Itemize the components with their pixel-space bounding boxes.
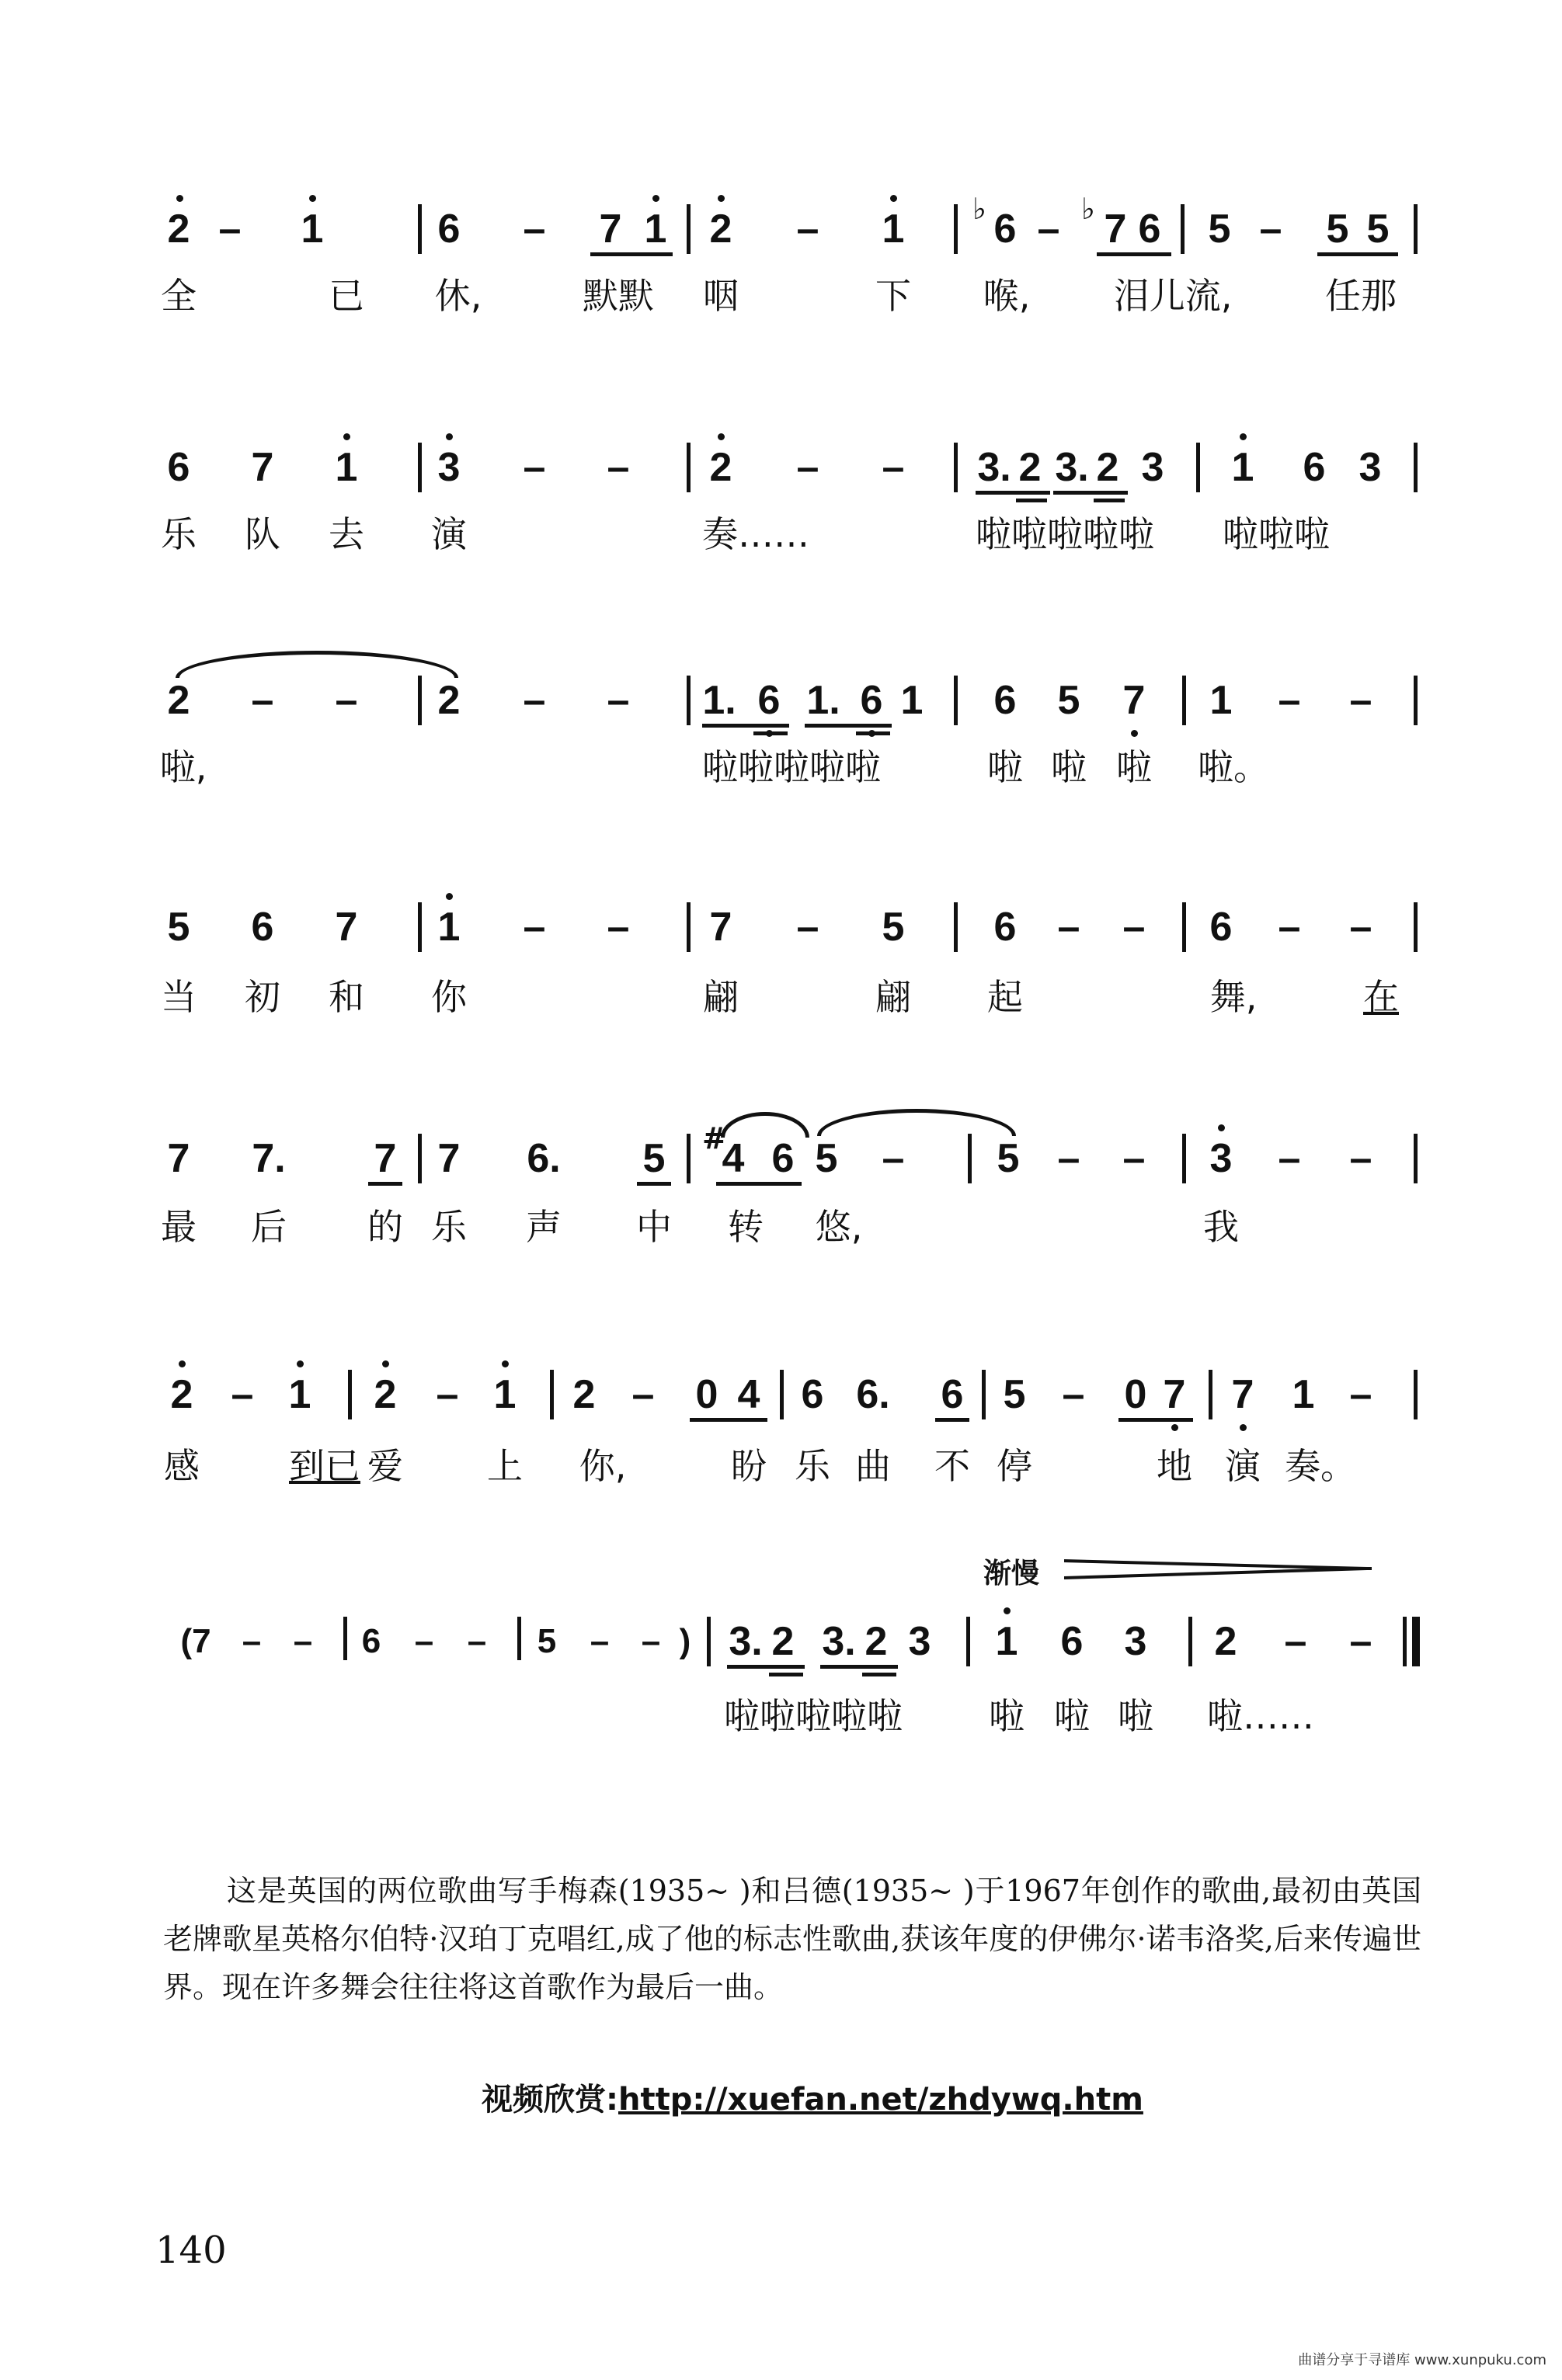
lyric: 啦…… — [1207, 1695, 1314, 1737]
barline — [687, 676, 691, 725]
note: 7. — [252, 1136, 286, 1181]
lyric: 起 — [987, 976, 1023, 1018]
lyric: 泪儿流, — [1113, 275, 1233, 317]
note: – — [218, 207, 242, 252]
note: 6 — [801, 1372, 824, 1417]
note: 1 — [493, 1372, 517, 1417]
note: – — [1062, 1372, 1085, 1417]
lyric: 初 — [245, 976, 280, 1018]
flat-sign: ♭ — [1081, 192, 1095, 226]
barline — [966, 1617, 970, 1666]
note: 6 — [757, 678, 781, 723]
octave-dot — [890, 195, 897, 202]
note: – — [882, 1136, 905, 1181]
lyric: 啦。 — [1198, 746, 1269, 788]
note: – — [607, 905, 630, 950]
note: – — [1284, 1619, 1307, 1664]
note: – — [607, 678, 630, 723]
note: 4 — [737, 1372, 760, 1417]
note: – — [1278, 905, 1301, 950]
note: 1 — [900, 678, 924, 723]
note: – — [523, 678, 546, 723]
note: 6 — [1060, 1619, 1084, 1664]
note: 7 — [251, 445, 274, 490]
note: – — [1057, 1136, 1080, 1181]
octave-dot — [502, 1360, 509, 1367]
octave-dot — [382, 1360, 389, 1367]
lyric: 上 — [487, 1445, 523, 1487]
note: 3 — [1124, 1619, 1147, 1664]
octave-dot — [1240, 1424, 1247, 1431]
barline — [954, 204, 958, 254]
lyric: 咽 — [703, 275, 739, 317]
note: 0 — [695, 1372, 718, 1417]
lyric: 啦 — [1116, 746, 1152, 788]
barline — [707, 1617, 711, 1666]
page-number: 140 — [155, 2229, 227, 2272]
eighth-underline — [590, 252, 673, 256]
note: 2 — [1096, 445, 1119, 490]
eighth-underline — [820, 1665, 898, 1669]
lyric: 乐 — [161, 513, 197, 555]
barline — [687, 902, 691, 952]
note: 6 — [1138, 207, 1161, 252]
lyric: 啦 — [1054, 1695, 1090, 1737]
note: 5 — [1003, 1372, 1026, 1417]
note: – — [251, 678, 274, 723]
final-barline-thin — [1403, 1617, 1407, 1666]
note: 3. — [729, 1619, 763, 1664]
lyric: 停 — [997, 1445, 1032, 1487]
note: – — [1349, 1136, 1372, 1181]
note: 6 — [1303, 445, 1326, 490]
lyric: 队 — [245, 513, 280, 555]
lyric: 曲 — [855, 1445, 891, 1487]
barline — [1414, 902, 1418, 952]
note: 7 — [1163, 1372, 1186, 1417]
lyric: 奏。 — [1285, 1445, 1356, 1487]
note: 7 — [599, 207, 622, 252]
note: 7 — [374, 1136, 397, 1181]
note: – — [1349, 1372, 1372, 1417]
barline — [343, 1617, 347, 1660]
note: – — [523, 445, 546, 490]
lyric: 啦 — [1118, 1695, 1153, 1737]
lyric: 盼 — [731, 1445, 767, 1487]
lyric: 休, — [434, 275, 482, 317]
barline — [418, 902, 422, 952]
lyric: 任那 — [1325, 275, 1397, 317]
note: 2 — [864, 1619, 888, 1664]
lyric: 在 — [1363, 976, 1399, 1018]
barline — [1182, 676, 1186, 725]
lyric: 乐 — [431, 1206, 467, 1248]
note: – — [1259, 207, 1282, 252]
eighth-underline — [702, 724, 789, 728]
note: 7 — [335, 905, 358, 950]
barline — [954, 902, 958, 952]
lyric: 中 — [636, 1206, 672, 1248]
note: 2 — [709, 207, 732, 252]
lyric: 翩 — [703, 976, 739, 1018]
note: ) — [679, 1622, 691, 1660]
note: – — [1349, 1619, 1372, 1664]
lyric: 啦 — [989, 1695, 1025, 1737]
barline — [1181, 204, 1185, 254]
lyric: 不 — [934, 1445, 970, 1487]
note: 3 — [1358, 445, 1382, 490]
eighth-underline — [368, 1182, 402, 1186]
note: 2 — [374, 1372, 397, 1417]
video-label: 视频欣赏: — [482, 2082, 618, 2118]
eighth-underline — [690, 1418, 767, 1422]
description-paragraph — [163, 1867, 1421, 2011]
eighth-underline — [935, 1418, 969, 1422]
barline — [1182, 902, 1186, 952]
lyric: 你 — [431, 976, 467, 1018]
note: – — [590, 1622, 610, 1660]
note: 5 — [642, 1136, 666, 1181]
note: – — [1122, 905, 1146, 950]
lyric: 演 — [1225, 1445, 1261, 1487]
lyric: 最 — [161, 1206, 197, 1248]
barline — [968, 1134, 972, 1183]
note: (7 — [180, 1622, 211, 1660]
note: 0 — [1124, 1372, 1147, 1417]
note: 5 — [537, 1622, 557, 1660]
lyric: 到已 — [289, 1445, 360, 1487]
octave-dot — [1240, 433, 1247, 440]
lyric: 演 — [431, 513, 467, 555]
lyric: 啦啦啦啦啦 — [724, 1695, 903, 1737]
note: 1 — [301, 207, 324, 252]
octave-dot — [718, 433, 725, 440]
note: 1. — [702, 678, 736, 723]
lyric: 喉, — [983, 275, 1031, 317]
note: – — [1349, 678, 1372, 723]
barline — [982, 1370, 986, 1419]
note: 2 — [709, 445, 732, 490]
barline — [418, 204, 422, 254]
lyric: 感 — [164, 1445, 200, 1487]
note: 6. — [527, 1136, 561, 1181]
note: 1 — [288, 1372, 311, 1417]
sixteenth-underline — [862, 1673, 896, 1676]
octave-dot — [1131, 730, 1138, 737]
octave-dot — [176, 195, 183, 202]
note: 2 — [1214, 1619, 1237, 1664]
watermark: 曲谱分享于寻谱库 www.xunpuku.com — [1298, 2352, 1546, 2368]
sixteenth-underline — [753, 731, 788, 735]
barline — [1209, 1370, 1212, 1419]
note: 6 — [1209, 905, 1233, 950]
note: – — [523, 207, 546, 252]
eighth-underline — [976, 491, 1050, 495]
eighth-underline — [1317, 252, 1398, 256]
lyric: 奏…… — [702, 513, 809, 555]
decrescendo-hairpin — [1064, 1558, 1375, 1581]
note: 7 — [1231, 1372, 1254, 1417]
barline — [1414, 1134, 1418, 1183]
octave-dot — [179, 1360, 186, 1367]
tie — [176, 651, 458, 678]
note: – — [1278, 1136, 1301, 1181]
final-barline-thick — [1412, 1617, 1420, 1666]
sharp-sign: # — [702, 1121, 727, 1155]
note: 7 — [1104, 207, 1127, 252]
note: 1 — [1292, 1372, 1315, 1417]
octave-dot — [309, 195, 316, 202]
lyric: 爱 — [367, 1445, 403, 1487]
lyric: 舞, — [1209, 976, 1258, 1018]
barline — [418, 676, 422, 725]
barline — [517, 1617, 521, 1660]
note: 2 — [771, 1619, 795, 1664]
note: – — [231, 1372, 254, 1417]
barline — [550, 1370, 554, 1419]
note: 6 — [993, 905, 1017, 950]
note: – — [1349, 905, 1372, 950]
note: 1 — [1231, 445, 1254, 490]
note: – — [796, 445, 819, 490]
barline — [1414, 443, 1418, 492]
slur — [721, 1112, 809, 1138]
note: 3. — [977, 445, 1011, 490]
note: 1 — [882, 207, 905, 252]
lyric: 你, — [579, 1445, 627, 1487]
lyric: 我 — [1203, 1206, 1239, 1248]
note: – — [1037, 207, 1060, 252]
lyric: 已 — [329, 275, 364, 317]
barline — [348, 1370, 352, 1419]
note: 6 — [167, 445, 190, 490]
octave-dot — [718, 195, 725, 202]
note: 3 — [1141, 445, 1164, 490]
lyric: 地 — [1157, 1445, 1192, 1487]
barline — [1414, 204, 1418, 254]
eighth-underline — [1097, 252, 1171, 256]
sixteenth-underline — [1094, 499, 1125, 502]
barline — [780, 1370, 784, 1419]
lyric: 全 — [161, 275, 197, 317]
barline — [954, 443, 958, 492]
barline — [1182, 1134, 1186, 1183]
note: 1 — [644, 207, 667, 252]
note: 7 — [437, 1136, 461, 1181]
note: 3 — [908, 1619, 931, 1664]
note: 5 — [1057, 678, 1080, 723]
note: 5 — [1326, 207, 1349, 252]
lyric: 转 — [728, 1206, 764, 1248]
note: 2 — [170, 1372, 193, 1417]
note: 5 — [1208, 207, 1231, 252]
note: – — [242, 1622, 262, 1660]
eighth-underline — [805, 724, 892, 728]
sixteenth-underline — [1016, 499, 1047, 502]
note: 3 — [437, 445, 461, 490]
lyric: 啦啦啦啦啦 — [702, 746, 881, 788]
eighth-underline — [637, 1182, 671, 1186]
lyric: 啦啦啦啦啦 — [976, 513, 1154, 555]
lyric: 下 — [875, 275, 911, 317]
note: 5 — [815, 1136, 838, 1181]
octave-dot — [1004, 1607, 1011, 1614]
octave-dot — [343, 433, 350, 440]
note: – — [1057, 905, 1080, 950]
note: 2 — [572, 1372, 596, 1417]
lyric: 翩 — [875, 976, 911, 1018]
note: 6 — [993, 678, 1017, 723]
barline — [1196, 443, 1200, 492]
octave-dot — [446, 893, 453, 900]
lyric: 啦, — [159, 746, 207, 788]
note: 2 — [167, 678, 190, 723]
note: 1 — [437, 905, 461, 950]
note: 3. — [1055, 445, 1089, 490]
lyric: 的 — [367, 1206, 403, 1248]
lyric: 去 — [329, 513, 364, 555]
lyric: 当 — [161, 976, 197, 1018]
barline — [954, 676, 958, 725]
note: 5 — [997, 1136, 1020, 1181]
lyric: 啦啦啦 — [1223, 513, 1330, 555]
barline — [418, 1134, 422, 1183]
note: 1 — [995, 1619, 1018, 1664]
lyric: 啦 — [1051, 746, 1087, 788]
note: 4 — [722, 1136, 745, 1181]
video-line — [482, 2075, 1143, 2119]
lyric: 默默 — [583, 275, 654, 317]
note: 7 — [1122, 678, 1146, 723]
video-link[interactable]: http://xuefan.net/zhdywq.htm — [618, 2082, 1143, 2118]
note: 7 — [709, 905, 732, 950]
note: – — [796, 905, 819, 950]
eighth-underline — [1118, 1418, 1193, 1422]
lyric: 啦 — [987, 746, 1023, 788]
note: – — [293, 1622, 313, 1660]
note: 5 — [167, 905, 190, 950]
note: – — [436, 1372, 459, 1417]
octave-dot — [1218, 1124, 1225, 1131]
note: 2 — [167, 207, 190, 252]
flat-sign: ♭ — [972, 192, 986, 226]
description-text: 这是英国的两位歌曲写手梅森(1935~ )和吕德(1935~ )于1967年创作的歌曲,最初由英国老牌歌星英格尔伯特·汉珀丁克唱红,成了他的标志性歌曲,获该年度的伊佛尔·诺韦洛奖,后来传遍世界。现在许多舞会往往将这首歌作为最后一曲。 — [163, 1874, 1421, 2004]
octave-dot — [652, 195, 659, 202]
note: 7 — [167, 1136, 190, 1181]
note: 5 — [1366, 207, 1390, 252]
eighth-underline — [1053, 491, 1128, 495]
sixteenth-underline — [856, 731, 890, 735]
note: 6 — [251, 905, 274, 950]
octave-dot — [297, 1360, 304, 1367]
note: – — [641, 1622, 661, 1660]
octave-dot — [446, 433, 453, 440]
note: – — [335, 678, 358, 723]
note: 6 — [941, 1372, 964, 1417]
note: – — [631, 1372, 655, 1417]
note: – — [467, 1622, 487, 1660]
barline — [418, 443, 422, 492]
barline — [1414, 676, 1418, 725]
lyric: 乐 — [795, 1445, 830, 1487]
note: 6 — [361, 1622, 381, 1660]
lyric: 和 — [329, 976, 364, 1018]
note: 1 — [335, 445, 358, 490]
eighth-underline — [727, 1665, 805, 1669]
note: – — [523, 905, 546, 950]
note: 6 — [771, 1136, 795, 1181]
note: 2 — [437, 678, 461, 723]
barline — [687, 204, 691, 254]
barline — [687, 1134, 691, 1183]
note: 6 — [437, 207, 461, 252]
note: – — [607, 445, 630, 490]
lyric: 声 — [526, 1206, 562, 1248]
note: – — [882, 445, 905, 490]
note: 2 — [1018, 445, 1042, 490]
lyric: 后 — [251, 1206, 287, 1248]
note: 1 — [1209, 678, 1233, 723]
note: – — [1122, 1136, 1146, 1181]
note: 5 — [882, 905, 905, 950]
note: 6 — [993, 207, 1017, 252]
barline — [1188, 1617, 1192, 1666]
tempo-mark: 渐慢 — [983, 1558, 1040, 1590]
note: 6 — [860, 678, 883, 723]
note: – — [414, 1622, 434, 1660]
sixteenth-underline — [769, 1673, 803, 1676]
note: – — [796, 207, 819, 252]
octave-dot — [1171, 1424, 1178, 1431]
note: 1. — [806, 678, 840, 723]
note: – — [1278, 678, 1301, 723]
barline — [687, 443, 691, 492]
eighth-underline — [716, 1182, 802, 1186]
note: 3 — [1209, 1136, 1233, 1181]
lyric: 悠, — [815, 1206, 863, 1248]
barline — [1414, 1370, 1418, 1419]
note: 6. — [856, 1372, 890, 1417]
tie — [817, 1109, 1016, 1136]
note: 3. — [822, 1619, 856, 1664]
